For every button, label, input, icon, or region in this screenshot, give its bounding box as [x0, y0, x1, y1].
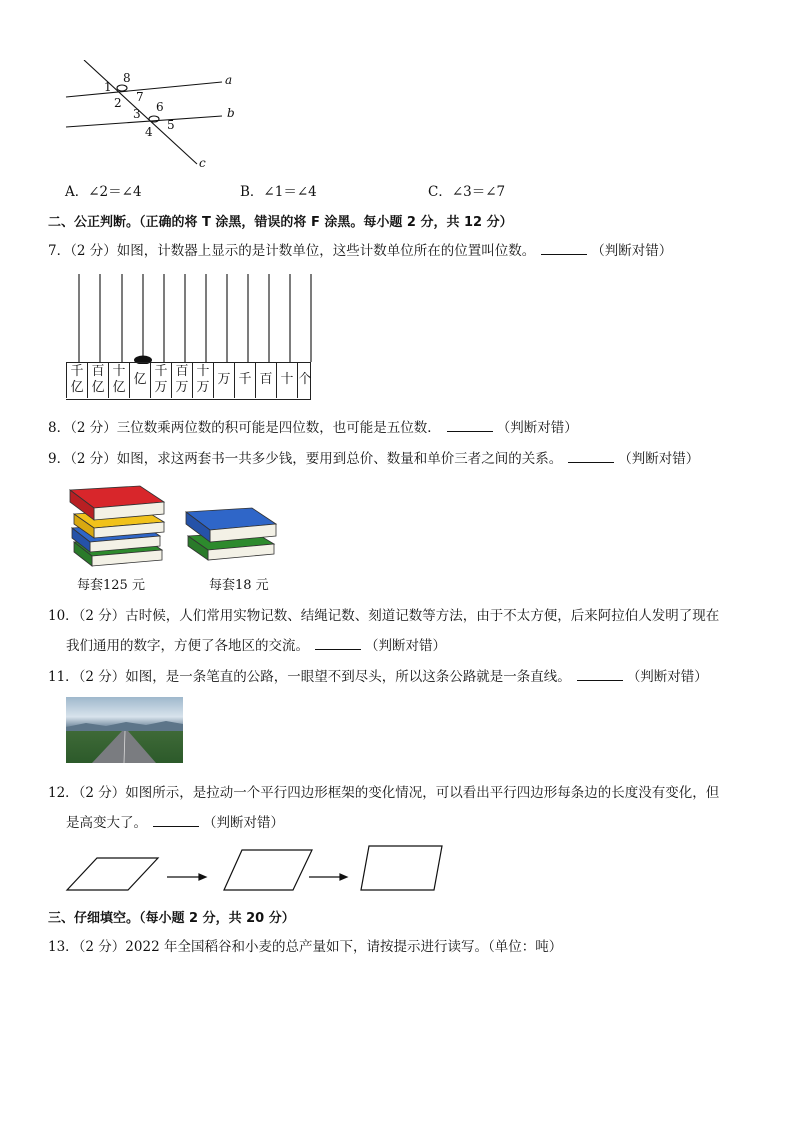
q9-text: 9．（2 分）如图，求这两套书一共多少钱，要用到总价、数量和单价三者之间的关系。: [48, 451, 563, 467]
counter-label-4: 亿: [129, 362, 150, 398]
question-8: [48, 418, 578, 438]
q8-tail: （判断对错）: [496, 420, 578, 436]
arrow-2-head: [340, 874, 347, 880]
caption-set-125: 每套125 元: [77, 578, 145, 593]
option-b[interactable]: B．∠1＝∠4: [240, 184, 317, 200]
question-12-line1: 12．（2 分）如图所示，是拉动一个平行四边形框架的变化情况，可以看出平行四边形每条边的长度没有变化，但: [48, 785, 720, 801]
parallelogram-figure: [60, 842, 450, 894]
option-a[interactable]: A．∠2＝∠4: [65, 184, 142, 200]
q11-text: 11．（2 分）如图，是一条笔直的公路，一眼望不到尽头，所以这条公路就是一条直线。: [48, 669, 571, 685]
q11-answer-blank[interactable]: [577, 668, 623, 681]
counter-label-9: 千: [234, 362, 255, 398]
question-11: [48, 667, 708, 687]
angle-3: 3: [133, 107, 141, 121]
book-stack-large: [64, 480, 174, 570]
book-stack-small: [182, 500, 282, 570]
question-13: 13．（2 分）2022 年全国稻谷和小麦的总产量如下，请按提示进行读写。（单位：吨）: [48, 939, 563, 955]
q11-tail: （判断对错）: [626, 669, 708, 685]
counter-label-6: 百 万: [171, 362, 192, 398]
q8-text: 8．（2 分）三位数乘两位数的积可能是四位数，也可能是五位数．: [48, 420, 441, 436]
q10-text: 我们通用的数字，方便了各地区的交流。: [66, 638, 309, 654]
q12-text: 是高变大了。: [66, 815, 147, 831]
label-a: a: [225, 73, 233, 87]
angle-7: 7: [136, 90, 144, 104]
counter-label-12: 个: [297, 362, 312, 398]
parallel-lines-figure: [60, 60, 260, 175]
line-a: [66, 82, 222, 97]
counter-rods: [66, 274, 312, 364]
question-9: [48, 449, 699, 469]
section-3-title: 三、仔细填空。（每小题 2 分，共 20 分）: [48, 911, 295, 926]
parallelogram-2: [224, 850, 312, 890]
q12-answer-blank[interactable]: [153, 814, 199, 827]
q8-answer-blank[interactable]: [447, 419, 493, 432]
counter-label-3: 十 亿: [108, 362, 129, 398]
counter-label-5: 千 万: [150, 362, 171, 398]
angle-1: 1: [104, 80, 112, 94]
counter-label-11: 十: [276, 362, 297, 398]
label-c: c: [199, 156, 206, 170]
parallelogram-3: [361, 846, 442, 890]
label-b: b: [227, 106, 235, 120]
q12-tail: （判断对错）: [203, 815, 284, 831]
road-photo: [66, 697, 183, 763]
question-10-line2: [66, 636, 446, 656]
angle-6: 6: [156, 100, 164, 114]
q10-tail: （判断对错）: [365, 638, 446, 654]
counter-label-8: 万: [213, 362, 234, 398]
counter-label-2: 百 亿: [87, 362, 108, 398]
angle-4: 4: [145, 125, 153, 139]
caption-set-18: 每套18 元: [209, 578, 269, 593]
q7-text: 7．（2 分）如图，计数器上显示的是计数单位，这些计数单位所在的位置叫位数。: [48, 243, 536, 259]
angle-5: 5: [167, 118, 175, 132]
q9-answer-blank[interactable]: [568, 450, 614, 463]
section-2-title: 二、公正判断。（正确的将 T 涂黑，错误的将 F 涂黑。每小题 2 分，共 12 分）: [48, 215, 513, 230]
angle-2: 2: [114, 96, 122, 110]
q7-answer-blank[interactable]: [541, 242, 587, 255]
q9-tail: （判断对错）: [618, 451, 700, 467]
line-b: [66, 116, 222, 127]
counter-label-10: 百: [255, 362, 276, 398]
counter-label-1: 千 亿: [66, 362, 87, 398]
q7-tail: （判断对错）: [591, 243, 673, 259]
option-c[interactable]: C．∠3＝∠7: [428, 184, 506, 200]
question-10-line1: 10．（2 分）古时候，人们常用实物记数、结绳记数、刻道记数等方法，由于不太方便，后来阿拉伯人发明了现在: [48, 608, 720, 624]
question-7: [48, 241, 672, 261]
counter-label-7: 十 万: [192, 362, 213, 398]
question-12-line2: [66, 813, 284, 833]
angle-8: 8: [123, 71, 131, 85]
q10-answer-blank[interactable]: [315, 637, 361, 650]
parallelogram-1: [67, 858, 158, 890]
arrow-1-head: [199, 874, 206, 880]
